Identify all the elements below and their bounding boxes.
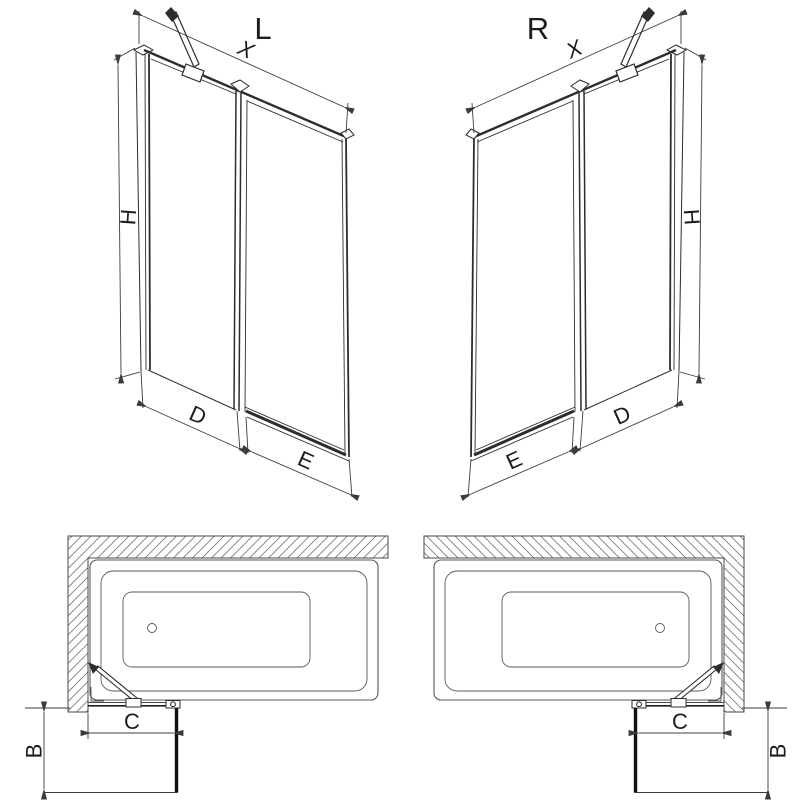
- bath-screen-elevation-left: [114, 7, 354, 497]
- dim-label-swing-offset-left: C: [124, 709, 140, 734]
- dim-label-height-left: H: [115, 208, 142, 226]
- dim-label-height-right: H: [678, 208, 705, 226]
- dim-label-swing-offset-right: C: [672, 709, 688, 734]
- dim-label-door-panel-right: E: [502, 445, 526, 475]
- bath-screen-elevation-right: [466, 7, 706, 497]
- bathtub-plan-left: [22, 536, 388, 793]
- dim-label-door-panel-left: E: [294, 445, 318, 475]
- variant-title-left: L: [254, 11, 272, 46]
- dim-label-width-left: X: [234, 34, 258, 64]
- dim-label-width-right: X: [562, 34, 586, 64]
- dim-label-fixed-panel-right: D: [609, 400, 635, 430]
- plan-geometry-right: [424, 536, 787, 793]
- dim-label-swing-depth-right: B: [765, 743, 791, 759]
- dim-label-fixed-panel-left: D: [185, 400, 211, 430]
- elevation-geometry-left: [114, 7, 354, 497]
- variant-title-right: R: [526, 11, 550, 46]
- elevation-geometry-right: [466, 7, 706, 497]
- plan-geometry-left: [25, 536, 388, 793]
- dim-label-swing-depth-left: B: [21, 743, 47, 759]
- bathtub-plan-right: [424, 536, 791, 793]
